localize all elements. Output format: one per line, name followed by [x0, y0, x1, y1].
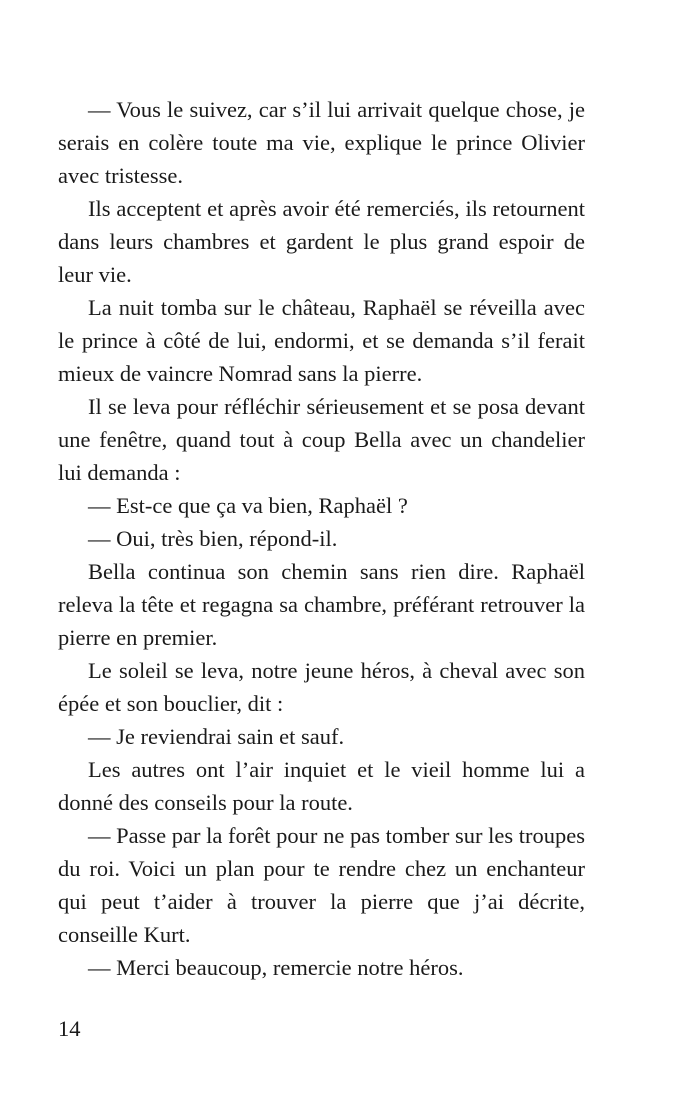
paragraph: — Passe par la forêt pour ne pas tomber sur les troupes du roi. Voici un plan pour te rendre chez un enchanteur qui peut t’aider à trouver la pierre que j’ai décrite, conseille Kurt.: [58, 823, 585, 947]
paragraph: La nuit tomba sur le château, Raphaël se réveilla avec le prince à côté de lui, endormi, et se demanda s’il ferait mieux de vaincre Nomrad sans la pierre.: [58, 295, 585, 386]
paragraph: — Je reviendrai sain et sauf.: [88, 724, 345, 749]
paragraph: — Merci beaucoup, remercie notre héros.: [88, 955, 464, 980]
paragraph: Bella continua son chemin sans rien dire. Raphaël releva la tête et regagna sa chambre, préférant retrouver la pierre en premier.: [58, 559, 585, 650]
page-number: 14: [58, 1016, 81, 1041]
paragraph: — Vous le suivez, car s’il lui arrivait quelque chose, je serais en colère toute ma vie, explique le prince Olivier avec tristesse.: [58, 97, 585, 188]
paragraph: Le soleil se leva, notre jeune héros, à cheval avec son épée et son bouclier, dit :: [58, 658, 585, 716]
paragraph: — Est-ce que ça va bien, Raphaël ?: [88, 493, 408, 518]
paragraph: — Oui, très bien, répond-il.: [88, 526, 338, 551]
paragraph: Il se leva pour réfléchir sérieusement et se posa devant une fenêtre, quand tout à coup Bella avec un chandelier lui demanda :: [58, 394, 585, 485]
paragraph: Les autres ont l’air inquiet et le vieil homme lui a donné des conseils pour la route.: [58, 757, 585, 815]
page-body: [58, 93, 585, 984]
paragraph: Ils acceptent et après avoir été remerciés, ils retournent dans leurs chambres et gardent le plus grand espoir de leur vie.: [58, 196, 585, 287]
